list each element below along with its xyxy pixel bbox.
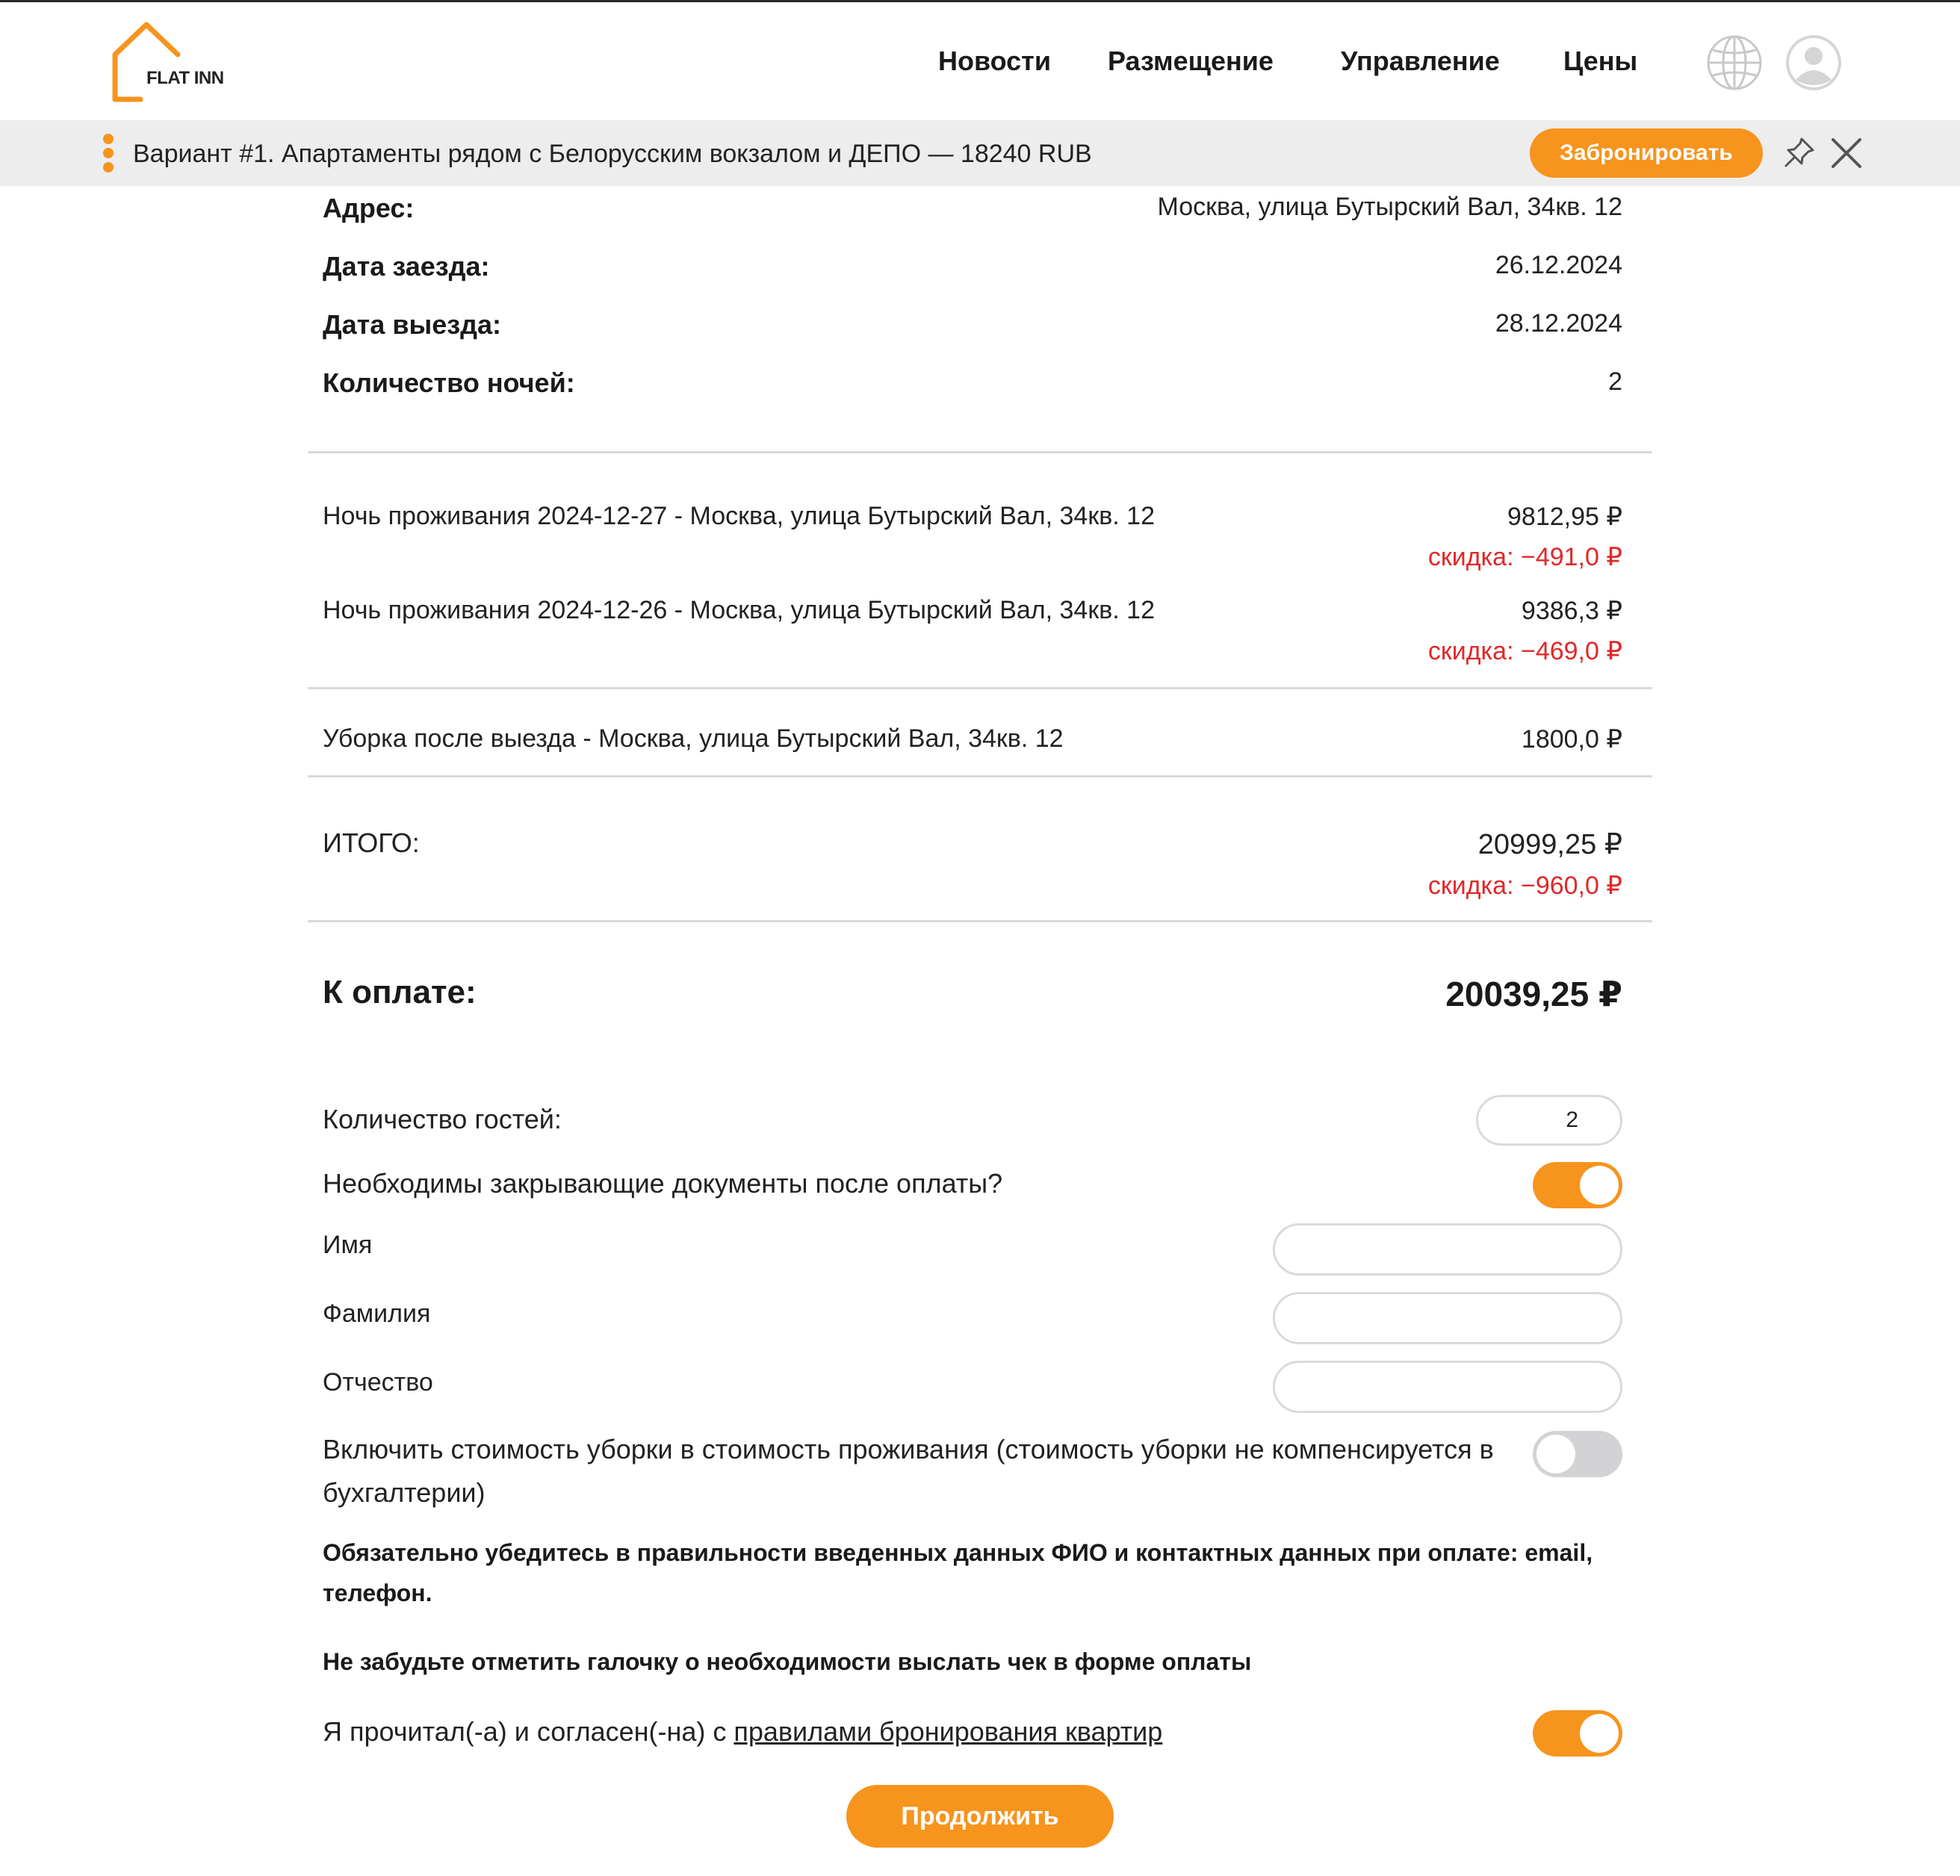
- first-name-field[interactable]: [1273, 1223, 1622, 1276]
- receipt-note: Не забудьте отметить галочку о необходимости выслать чек в форме оплаты: [323, 1648, 1252, 1675]
- last-name-row: [323, 1292, 1637, 1347]
- logo-text: FLAT INN: [146, 68, 224, 88]
- total-row: [323, 827, 1637, 910]
- patronymic-row: [323, 1361, 1637, 1416]
- nights-label: Количество ночей:: [323, 367, 575, 398]
- divider: [308, 687, 1652, 689]
- first-name-row: [323, 1223, 1637, 1279]
- nights-value: 2: [1608, 367, 1622, 396]
- docs-label: Необходимы закрывающие документы после оплаты?: [323, 1168, 1003, 1199]
- cleaning-label: Уборка после выезда - Москва, улица Бутырский Вал, 34кв. 12: [323, 724, 1064, 753]
- agree-label: [323, 1716, 1162, 1748]
- divider: [308, 775, 1652, 777]
- guests-input[interactable]: 2: [1476, 1095, 1622, 1146]
- toggle-knob: [1580, 1714, 1619, 1753]
- line-item-label: Ночь проживания 2024-12-27 - Москва, улица Бутырский Вал, 34кв. 12: [323, 502, 1155, 530]
- address-value: Москва, улица Бутырский Вал, 34кв. 12: [1157, 193, 1622, 221]
- to-pay-label: К оплате:: [323, 974, 477, 1010]
- to-pay-value: 20039,25 ₽: [1445, 975, 1622, 1013]
- site-header: [0, 2, 1960, 120]
- agree-prefix: Я прочитал(-а) и согласен(-на) с: [323, 1716, 734, 1747]
- checkout-row: [323, 309, 1637, 347]
- line-item-discount: скидка: −491,0 ₽: [1427, 543, 1622, 571]
- address-row: [323, 193, 1637, 230]
- data-check-note: Обязательно убедитесь в правильности введенных данных ФИО и контактных данных при оплате: email, телефон.: [323, 1539, 1593, 1606]
- total-label: ИТОГО:: [323, 827, 420, 858]
- total-value: 20999,25 ₽: [1477, 829, 1622, 860]
- toggle-knob: [1536, 1435, 1575, 1473]
- variant-title: Вариант #1. Апартаменты рядом с Белорусским вокзалом и ДЕПО — 18240 RUB: [133, 140, 1092, 168]
- guests-label: Количество гостей:: [323, 1104, 562, 1134]
- guests-row: [323, 1095, 1637, 1152]
- patronymic-label: Отчество: [323, 1368, 433, 1397]
- total-discount: скидка: −960,0 ₽: [1427, 872, 1622, 900]
- docs-row: [323, 1162, 1637, 1211]
- continue-button[interactable]: Продолжить: [846, 1785, 1114, 1848]
- patronymic-field[interactable]: [1273, 1361, 1622, 1413]
- line-item-discount: скидка: −469,0 ₽: [1427, 637, 1622, 665]
- nav-prices[interactable]: Цены: [1563, 46, 1638, 76]
- nav-accommodation[interactable]: Размещение: [1108, 46, 1274, 76]
- logo[interactable]: [111, 22, 245, 104]
- house-logo-icon: [111, 22, 200, 104]
- booking-rules-link[interactable]: правилами бронирования квартир: [734, 1716, 1163, 1747]
- last-name-label: Фамилия: [323, 1299, 431, 1328]
- agree-toggle[interactable]: [1533, 1710, 1622, 1757]
- checkout-label: Дата выезда:: [323, 309, 501, 340]
- checkin-value: 26.12.2024: [1495, 251, 1622, 279]
- cleaning-price: 1800,0 ₽: [1521, 725, 1622, 754]
- include-cleaning-label: Включить стоимость уборки в стоимость проживания (стоимость уборки не компенсируется в бухгалтерии): [323, 1434, 1494, 1508]
- checkin-row: [323, 251, 1637, 288]
- more-options-icon[interactable]: [100, 134, 117, 176]
- line-item-label: Ночь проживания 2024-12-26 - Москва, улица Бутырский Вал, 34кв. 12: [323, 596, 1155, 624]
- pin-icon[interactable]: [1782, 135, 1817, 170]
- toggle-knob: [1580, 1166, 1619, 1205]
- cleaning-row: [323, 724, 1637, 762]
- variant-bar: [0, 120, 1960, 186]
- checkout-value: 28.12.2024: [1495, 309, 1622, 338]
- checkin-label: Дата заезда:: [323, 251, 490, 282]
- user-avatar-icon[interactable]: [1784, 34, 1843, 92]
- last-name-field[interactable]: [1273, 1292, 1622, 1344]
- book-button[interactable]: Забронировать: [1530, 128, 1763, 178]
- address-label: Адрес:: [323, 193, 415, 223]
- line-item: [323, 596, 1637, 678]
- to-pay-row: [323, 974, 1637, 1019]
- nights-row: [323, 367, 1637, 405]
- agree-row: [323, 1710, 1637, 1759]
- include-cleaning-toggle[interactable]: [1533, 1431, 1622, 1477]
- first-name-label: Имя: [323, 1231, 373, 1259]
- include-cleaning-row: [323, 1428, 1637, 1518]
- divider: [308, 451, 1652, 453]
- docs-toggle[interactable]: [1533, 1162, 1622, 1208]
- globe-icon[interactable]: [1705, 34, 1764, 92]
- line-item: [323, 502, 1637, 584]
- line-item-price: 9812,95 ₽: [1507, 503, 1622, 531]
- nav-news[interactable]: Новости: [938, 46, 1051, 76]
- line-item-price: 9386,3 ₽: [1521, 597, 1622, 625]
- nav-management[interactable]: Управление: [1341, 46, 1500, 76]
- close-icon[interactable]: [1829, 135, 1864, 171]
- divider: [308, 920, 1652, 922]
